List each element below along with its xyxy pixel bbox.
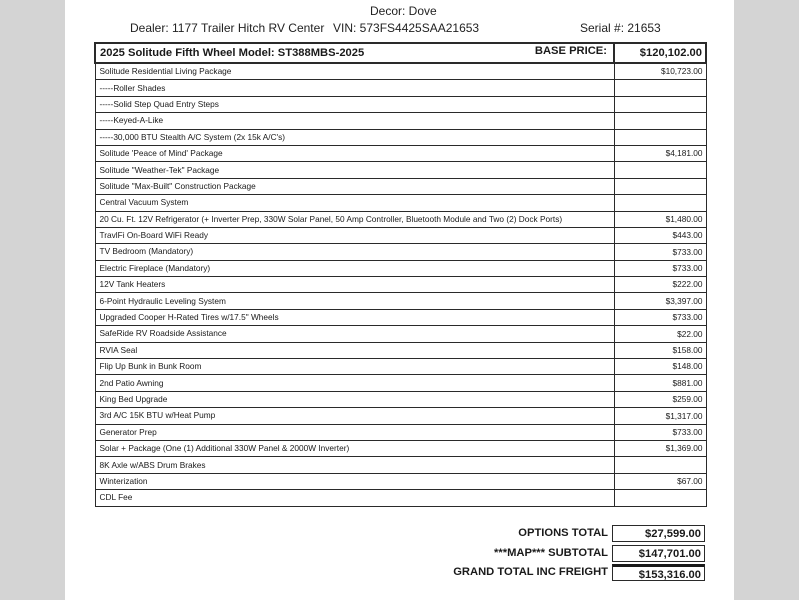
grand-total-row [420,564,705,583]
option-row [95,195,706,211]
option-price [614,162,706,178]
option-row [95,63,706,80]
model-title: 2025 Solitude Fifth Wheel Model: ST388MBS-2025 [100,46,365,59]
grand-total-value: $153,316.00 [612,564,705,581]
option-row [95,80,706,96]
option-name: SafeRide RV Roadside Assistance [95,326,614,342]
option-row [95,375,706,391]
option-price [614,129,706,145]
option-price [614,490,706,506]
option-row [95,391,706,407]
dealer-label: Dealer: 1177 Trailer Hitch RV Center [130,21,325,35]
option-name: -----Solid Step Quad Entry Steps [95,96,614,112]
option-row [95,424,706,440]
option-name: -----Roller Shades [95,80,614,96]
option-name: King Bed Upgrade [95,391,614,407]
vin-label: VIN: 573FS4425SAA21653 [333,21,480,35]
option-name: 2nd Patio Awning [95,375,614,391]
option-price: $259.00 [614,391,706,407]
option-name: Solar + Package (One (1) Additional 330W Panel & 2000W Inverter) [95,440,614,456]
option-name: Winterization [95,473,614,489]
option-price [614,457,706,473]
option-price: $222.00 [614,277,706,293]
option-name: Generator Prep [95,424,614,440]
option-name: Solitude Residential Living Package [95,63,614,80]
option-price [614,96,706,112]
option-price [614,80,706,96]
option-name: TravlFi On-Board WiFi Ready [95,227,614,243]
option-name: CDL Fee [95,490,614,506]
map-subtotal-label: ***MAP*** SUBTOTAL [494,547,608,559]
option-price [614,113,706,129]
option-row [95,113,706,129]
option-price: $158.00 [614,342,706,358]
options-total-row [420,525,705,544]
option-row [95,408,706,424]
option-row [95,326,706,342]
option-row [95,244,706,260]
option-name: Solitude 'Peace of Mind' Package [95,145,614,161]
option-name: Solitude "Weather-Tek" Package [95,162,614,178]
options-table [94,42,707,507]
base-price-value: $120,102.00 [614,43,706,63]
option-price: $22.00 [614,326,706,342]
option-price: $733.00 [614,260,706,276]
option-row [95,457,706,473]
decor-label: Decor: Dove [370,4,437,18]
option-price: $1,317.00 [614,408,706,424]
options-total-value: $27,599.00 [612,525,705,542]
option-name: -----30,000 BTU Stealth A/C System (2x 15k A/C's) [95,129,614,145]
option-price [614,195,706,211]
option-price: $4,181.00 [614,145,706,161]
map-subtotal-value: $147,701.00 [612,545,705,562]
option-name: RVIA Seal [95,342,614,358]
option-name: Central Vacuum System [95,195,614,211]
option-row [95,129,706,145]
option-name: TV Bedroom (Mandatory) [95,244,614,260]
option-row [95,293,706,309]
options-total-label: OPTIONS TOTAL [518,527,608,539]
option-name: 20 Cu. Ft. 12V Refrigerator (+ Inverter Prep, 330W Solar Panel, 50 Amp Controller, Bluetooth Module and Two (2) Dock Ports) [95,211,614,227]
model-row [95,43,706,63]
option-row [95,309,706,325]
option-name: -----Keyed-A-Like [95,113,614,129]
option-price [614,178,706,194]
option-price: $1,369.00 [614,440,706,456]
option-price: $733.00 [614,309,706,325]
option-row [95,162,706,178]
option-name: 3rd A/C 15K BTU w/Heat Pump [95,408,614,424]
option-row [95,260,706,276]
option-price: $3,397.00 [614,293,706,309]
option-price: $733.00 [614,244,706,260]
option-price: $10,723.00 [614,63,706,80]
option-name: Solitude "Max-Built" Construction Package [95,178,614,194]
option-row [95,178,706,194]
option-price: $733.00 [614,424,706,440]
option-name: Flip Up Bunk in Bunk Room [95,359,614,375]
option-name: Electric Fireplace (Mandatory) [95,260,614,276]
option-row [95,211,706,227]
option-row [95,490,706,506]
option-row [95,145,706,161]
grand-total-label: GRAND TOTAL INC FREIGHT [453,566,608,578]
option-price: $443.00 [614,227,706,243]
option-price: $1,480.00 [614,211,706,227]
option-row [95,227,706,243]
model-cell [95,43,614,63]
option-row [95,96,706,112]
option-price: $148.00 [614,359,706,375]
option-row [95,473,706,489]
serial-label: Serial #: 21653 [580,21,661,35]
option-name: 12V Tank Heaters [95,277,614,293]
option-row [95,342,706,358]
option-row [95,440,706,456]
option-price: $67.00 [614,473,706,489]
option-name: Upgraded Cooper H-Rated Tires w/17.5" Wheels [95,309,614,325]
option-price: $881.00 [614,375,706,391]
base-price-label: BASE PRICE: [534,45,607,57]
option-row [95,359,706,375]
map-subtotal-row [420,545,705,564]
option-row [95,277,706,293]
option-name: 8K Axle w/ABS Drum Brakes [95,457,614,473]
option-name: 6-Point Hydraulic Leveling System [95,293,614,309]
